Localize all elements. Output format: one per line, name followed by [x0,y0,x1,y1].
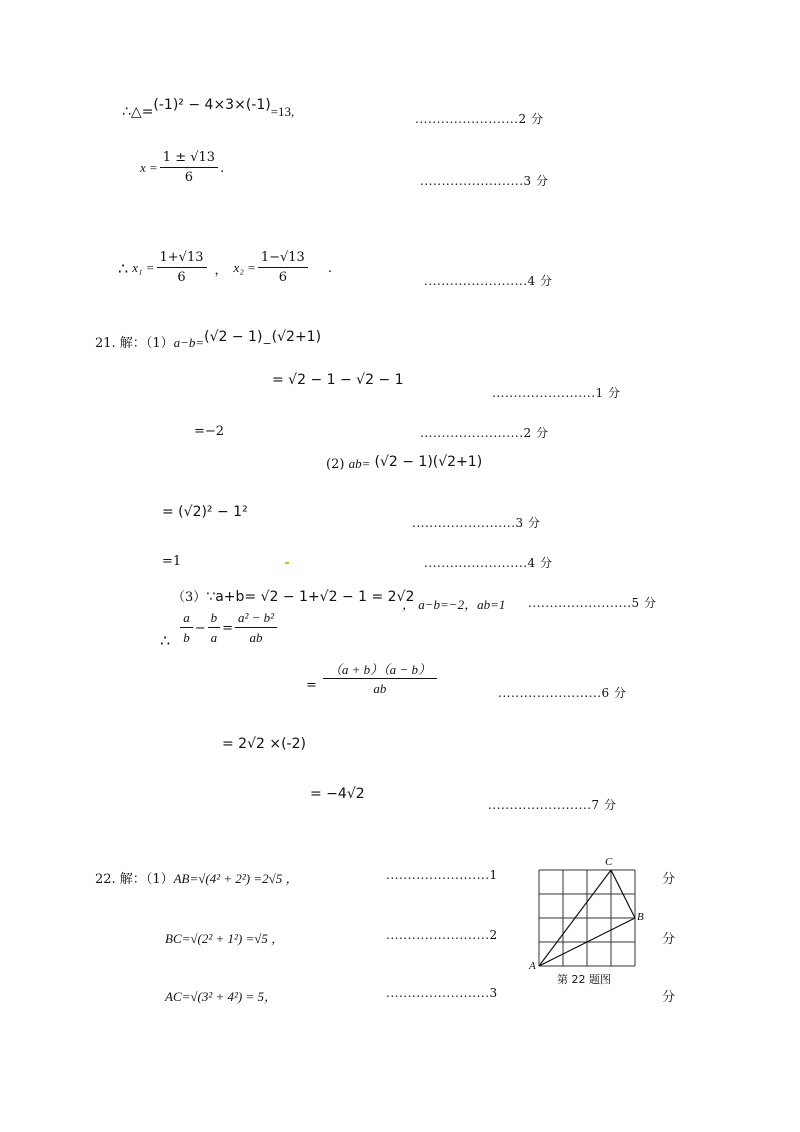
stray-mark [285,562,289,564]
grid-diagram [527,858,647,988]
score-q22-2: ........................2 [386,928,498,942]
x1-fraction [157,250,207,286]
q21-step6 [306,662,439,697]
q21-step3: = (√2)² − 1² [162,504,248,520]
frac-c-den: ab [249,630,263,645]
frac-a-den: b [183,630,190,645]
roots-line [118,250,332,286]
factored-den: ab [373,681,387,696]
fen-1: 分 [662,872,676,887]
q22-title: 22. 解： [95,872,146,887]
score-q21-1: ........................1 分 [492,386,621,400]
q21-part1-b: (√2+1) [271,329,322,345]
q21-part2-label: (2) [326,457,345,472]
x1-denominator: 6 [177,270,186,285]
score-q21-3: ........................3 分 [412,516,541,530]
q22-row-ab [95,868,299,887]
score-2: ........................2 分 [415,112,544,126]
q21-step4: =1 [162,554,182,569]
q21-part3-tail: ， a−b=−2，ab=1 [402,597,506,612]
frac-a-over-b [180,610,193,646]
q21-part1-a: (√2 − 1) [204,329,263,345]
therefore-symbol: ∴ [122,104,131,120]
x2-numerator: 1−√13 [258,250,308,268]
score-q21-2: ........................2 分 [420,426,549,440]
equals-sign: = [306,678,317,693]
x2-denominator: 6 [278,270,287,285]
x1-lhs: x₁ = [132,260,155,275]
score-q21-5: ........................5 分 [528,596,657,610]
q21-part1-label: （1） [145,336,174,351]
score-q21-6: ........................6 分 [498,686,627,700]
delta-result: =13, [270,104,295,119]
q21-part1-minus: − [262,337,272,350]
x2-fraction [258,250,308,286]
delta-eq: △= [130,104,154,120]
fen-2: 分 [662,932,676,947]
minus-sign: − [194,620,206,636]
roots-end: . [327,260,332,276]
equals-sign: = [222,620,233,636]
q21-part2-rhs: (√2 − 1)(√2+1) [374,454,483,470]
score-q21-4: ........................4 分 [424,556,553,570]
q21-fraction-line [160,610,279,650]
score-q22-3: ........................3 [386,986,498,1000]
x-numerator: 1 ± √13 [160,150,218,168]
x-fraction [160,150,218,186]
x1-numerator: 1+√13 [157,250,207,268]
x-formula-line [140,150,224,186]
frac-factored [323,662,437,697]
q21-step1: = √2 − 1 − √2 − 1 [272,372,404,388]
x-lhs: x = [140,160,158,175]
q22-ab: AB=√(4² + 2²) =2√5 ， [173,871,299,886]
frac-b-den: a [210,630,218,645]
q21-part3-expr: ∵a+b= √2 − 1+√2 − 1 = 2√2 [206,589,415,605]
score-3: ........................3 分 [420,174,549,188]
x-denominator: 6 [184,170,194,185]
label-a: A [529,960,536,972]
factored-num: （a + b）（a − b） [323,662,437,679]
q21-part2-expr: ab= [348,456,371,471]
frac-b-over-a [208,610,221,646]
therefore-symbol: ∴ [160,630,171,650]
score-q22-1: ........................1 [386,868,498,882]
q21-part3 [172,586,414,605]
comma: ， [214,262,228,278]
frac-c-num: a² − b² [235,610,277,628]
x-end: . [220,160,225,176]
q21-step8: = −4√2 [310,786,365,802]
frac-a-num: a [180,610,193,628]
q22-bc: BC=√(2² + 1²) =√5 ， [165,931,285,946]
label-b: B [637,911,644,923]
q22-figure [527,858,647,988]
frac-b-num: b [208,610,221,628]
q21-step7: = 2√2 ×(-2) [222,736,306,752]
frac-diff-squares [235,610,277,646]
therefore-symbol: ∴ [118,258,129,278]
q21-part3-label: （3） [172,590,207,605]
q21-title: 21. 解： [95,336,146,351]
figure-caption: 第 22 题图 [557,973,611,986]
q21-part1-expr: a−b= [173,335,205,350]
score-4: ........................4 分 [424,274,553,288]
therefore-delta-line [122,97,295,120]
q21-part2 [326,456,482,472]
fen-3: 分 [662,990,676,1005]
label-c: C [605,856,613,868]
q21-step2: =−2 [194,424,225,439]
delta-expression: (-1)² − 4×3×(-1) [153,97,271,113]
q22-part1-label: （1） [145,872,174,887]
q22-ac: AC=√(3² + 4²) = 5， [165,989,278,1004]
score-q21-7: ........................7 分 [488,798,617,812]
x2-lhs: x₂ = [233,260,256,275]
q21-header [95,329,322,351]
